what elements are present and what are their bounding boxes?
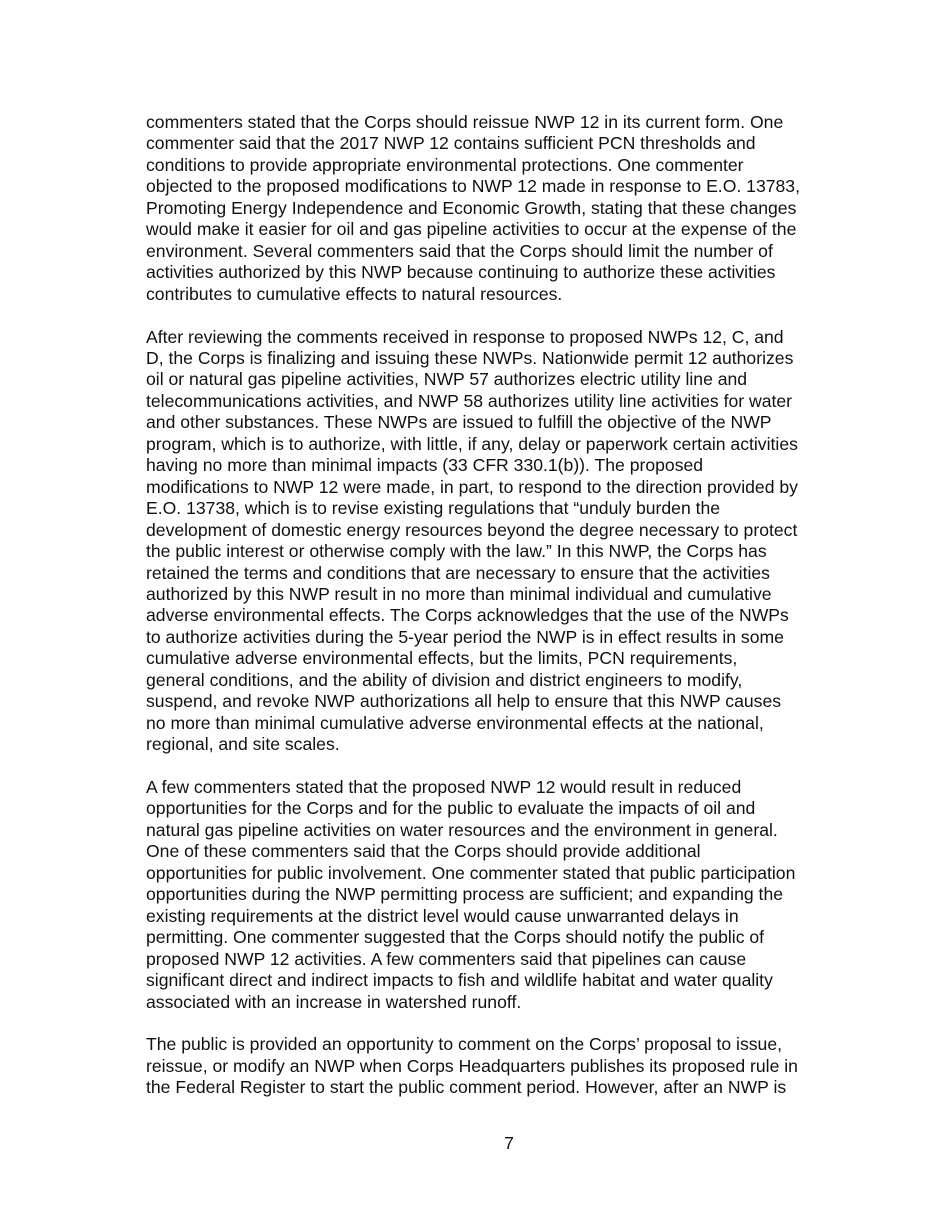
text-line: no more than minimal cumulative adverse environmental effects at the national,	[146, 712, 764, 733]
text-line: adverse environmental effects. The Corps acknowledges that the use of the NWPs	[146, 605, 789, 626]
text-line: contributes to cumulative effects to natural resources.	[146, 283, 563, 304]
text-line: E.O. 13738, which is to revise existing regulations that “unduly burden the	[146, 498, 721, 519]
text-line: opportunities for the Corps and for the public to evaluate the impacts of oil and	[146, 798, 756, 819]
text-line: One of these commenters said that the Corps should provide additional	[146, 841, 701, 862]
paragraph-3	[146, 777, 846, 1013]
text-line: telecommunications activities, and NWP 58 authorizes utility line activities for water	[146, 390, 793, 411]
text-line: proposed NWP 12 activities. A few commenters said that pipelines can cause	[146, 948, 747, 969]
text-line: the Federal Register to start the public comment period. However, after an NWP is	[146, 1077, 787, 1098]
text-line: cumulative adverse environmental effects, but the limits, PCN requirements,	[146, 648, 738, 669]
text-line: The public is provided an opportunity to comment on the Corps’ proposal to issue,	[146, 1034, 783, 1055]
text-line: activities authorized by this NWP because continuing to authorize these activities	[146, 262, 776, 283]
text-line: general conditions, and the ability of division and district engineers to modify,	[146, 669, 743, 690]
text-line: permitting. One commenter suggested that the Corps should notify the public of	[146, 927, 765, 948]
document-body	[146, 112, 846, 1099]
text-line: A few commenters stated that the proposed NWP 12 would result in reduced	[146, 777, 742, 798]
text-line: retained the terms and conditions that are necessary to ensure that the activities	[146, 562, 770, 583]
text-line: After reviewing the comments received in response to proposed NWPs 12, C, and	[146, 326, 784, 347]
text-line: would make it easier for oil and gas pipeline activities to occur at the expense of the	[146, 219, 797, 240]
text-line: natural gas pipeline activities on water resources and the environment in general.	[146, 819, 778, 840]
text-line: having no more than minimal impacts (33 CFR 330.1(b)). The proposed	[146, 455, 704, 476]
text-line: to authorize activities during the 5-year period the NWP is in effect results in some	[146, 626, 784, 647]
paragraph-4	[146, 1034, 846, 1098]
text-line: commenters stated that the Corps should reissue NWP 12 in its current form. One	[146, 112, 784, 132]
paragraph-1	[146, 112, 846, 305]
text-line: modifications to NWP 12 were made, in part, to respond to the direction provided by	[146, 476, 798, 497]
text-line: oil or natural gas pipeline activities, NWP 57 authorizes electric utility line and	[146, 369, 748, 390]
text-line: the public interest or otherwise comply with the law.” In this NWP, the Corps has	[146, 541, 767, 562]
text-line: suspend, and revoke NWP authorizations all help to ensure that this NWP causes	[146, 691, 782, 712]
text-line: objected to the proposed modifications to NWP 12 made in response to E.O. 13783,	[146, 176, 800, 197]
text-line: program, which is to authorize, with little, if any, delay or paperwork certain activities	[146, 433, 798, 454]
page-number: 7	[504, 1133, 514, 1153]
text-line: and other substances. These NWPs are issued to fulfill the objective of the NWP	[146, 412, 772, 433]
text-line: Promoting Energy Independence and Economic Growth, stating that these changes	[146, 197, 797, 218]
text-line: opportunities during the NWP permitting process are sufficient; and expanding the	[146, 884, 784, 905]
text-line: opportunities for public involvement. One commenter stated that public participation	[146, 862, 796, 883]
text-line: conditions to provide appropriate environmental protections. One commenter	[146, 154, 744, 175]
paragraph-2	[146, 327, 846, 756]
text-line: associated with an increase in watershed runoff.	[146, 991, 522, 1012]
text-line: development of domestic energy resources beyond the degree necessary to protect	[146, 519, 798, 540]
text-line: commenter said that the 2017 NWP 12 contains sufficient PCN thresholds and	[146, 133, 756, 154]
text-line: D, the Corps is finalizing and issuing these NWPs. Nationwide permit 12 authorizes	[146, 347, 794, 368]
text-line: authorized by this NWP result in no more than minimal individual and cumulative	[146, 583, 772, 604]
text-line: reissue, or modify an NWP when Corps Headquarters publishes its proposed rule in	[146, 1055, 798, 1076]
text-line: existing requirements at the district level would cause unwarranted delays in	[146, 905, 739, 926]
text-line: environment. Several commenters said that the Corps should limit the number of	[146, 240, 773, 261]
text-line: regional, and site scales.	[146, 734, 340, 755]
text-line: significant direct and indirect impacts to fish and wildlife habitat and water quality	[146, 970, 773, 991]
